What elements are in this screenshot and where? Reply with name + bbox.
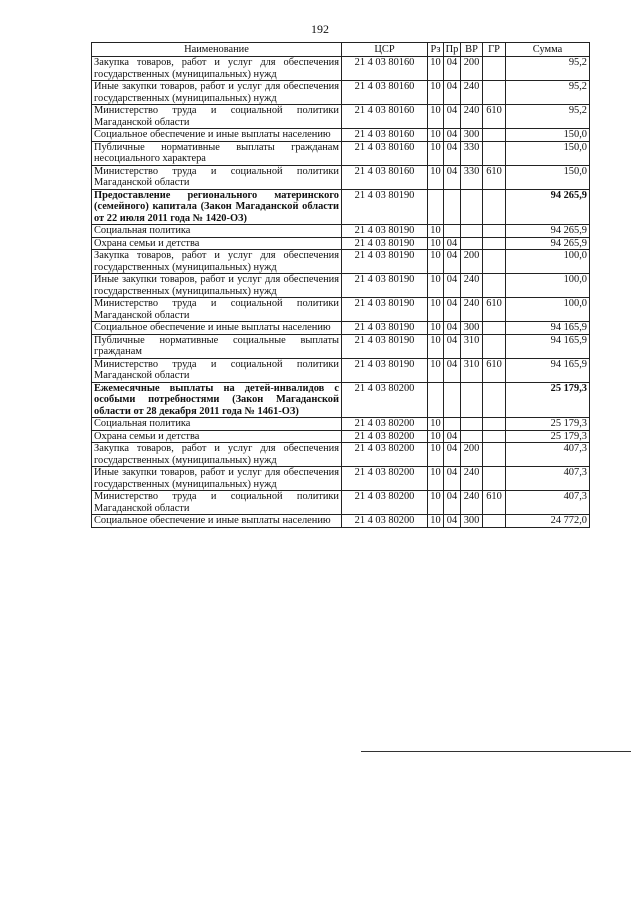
row-vr: 300: [461, 515, 483, 528]
row-name: Министерство труда и социальной политики Магаданской области: [92, 358, 342, 382]
row-gr: [483, 334, 506, 358]
row-sum: 94 265,9: [506, 237, 590, 250]
row-csr: 21 4 03 80160: [342, 141, 428, 165]
row-csr: 21 4 03 80190: [342, 189, 428, 225]
row-gr: 610: [483, 491, 506, 515]
row-csr: 21 4 03 80160: [342, 57, 428, 81]
row-sum: 150,0: [506, 141, 590, 165]
row-rz: 10: [428, 298, 444, 322]
row-name: Социальное обеспечение и иные выплаты населению: [92, 322, 342, 335]
row-csr: 21 4 03 80200: [342, 491, 428, 515]
row-vr: 200: [461, 443, 483, 467]
row-vr: 240: [461, 467, 483, 491]
row-name: Социальное обеспечение и иные выплаты населению: [92, 515, 342, 528]
row-name: Министерство труда и социальной политики Магаданской области: [92, 165, 342, 189]
row-name: Иные закупки товаров, работ и услуг для обеспечения государственных (муниципальных) нужд: [92, 274, 342, 298]
row-gr: [483, 322, 506, 335]
row-rz: [428, 382, 444, 418]
row-rz: 10: [428, 358, 444, 382]
row-rz: 10: [428, 467, 444, 491]
header-rz: Рз: [428, 43, 444, 57]
header-name: Наименование: [92, 43, 342, 57]
row-vr: [461, 418, 483, 431]
table-row: [92, 382, 590, 418]
row-rz: 10: [428, 129, 444, 142]
row-rz: 10: [428, 57, 444, 81]
row-csr: 21 4 03 80190: [342, 358, 428, 382]
row-vr: [461, 382, 483, 418]
row-rz: 10: [428, 105, 444, 129]
row-sum: 24 772,0: [506, 515, 590, 528]
row-csr: 21 4 03 80160: [342, 105, 428, 129]
table-row: [92, 298, 590, 322]
row-gr: [483, 382, 506, 418]
table-row: [92, 250, 590, 274]
row-sum: 25 179,3: [506, 382, 590, 418]
row-sum: 407,3: [506, 443, 590, 467]
row-csr: 21 4 03 80190: [342, 274, 428, 298]
row-vr: 310: [461, 334, 483, 358]
row-vr: 240: [461, 81, 483, 105]
row-rz: 10: [428, 418, 444, 431]
table-row: [92, 430, 590, 443]
row-rz: 10: [428, 491, 444, 515]
row-csr: 21 4 03 80190: [342, 225, 428, 238]
row-name: Закупка товаров, работ и услуг для обеспечения государственных (муниципальных) нужд: [92, 443, 342, 467]
row-pr: 04: [444, 334, 461, 358]
row-rz: 10: [428, 250, 444, 274]
row-pr: 04: [444, 250, 461, 274]
row-gr: [483, 225, 506, 238]
row-gr: [483, 189, 506, 225]
row-name: Предоставление регионального материнского (семейного) капитала (Закон Магаданской области от 22 июля 2011 года № 1420-ОЗ): [92, 189, 342, 225]
row-pr: 04: [444, 81, 461, 105]
table-row: [92, 189, 590, 225]
row-csr: 21 4 03 80200: [342, 443, 428, 467]
row-vr: 240: [461, 105, 483, 129]
table-row: [92, 57, 590, 81]
row-name: Иные закупки товаров, работ и услуг для обеспечения государственных (муниципальных) нужд: [92, 81, 342, 105]
row-gr: [483, 418, 506, 431]
row-name: Охрана семьи и детства: [92, 237, 342, 250]
row-pr: 04: [444, 515, 461, 528]
row-sum: 100,0: [506, 250, 590, 274]
row-gr: [483, 515, 506, 528]
header-gr: ГР: [483, 43, 506, 57]
row-sum: 150,0: [506, 165, 590, 189]
row-sum: 95,2: [506, 105, 590, 129]
row-csr: 21 4 03 80200: [342, 382, 428, 418]
row-name: Иные закупки товаров, работ и услуг для обеспечения государственных (муниципальных) нужд: [92, 467, 342, 491]
row-sum: 94 165,9: [506, 322, 590, 335]
row-pr: 04: [444, 141, 461, 165]
row-gr: [483, 81, 506, 105]
row-name: Закупка товаров, работ и услуг для обеспечения государственных (муниципальных) нужд: [92, 250, 342, 274]
row-pr: 04: [444, 237, 461, 250]
row-pr: 04: [444, 491, 461, 515]
table-row: [92, 129, 590, 142]
row-csr: 21 4 03 80190: [342, 322, 428, 335]
row-pr: 04: [444, 358, 461, 382]
row-csr: 21 4 03 80200: [342, 418, 428, 431]
row-vr: 330: [461, 141, 483, 165]
table-row: [92, 225, 590, 238]
row-sum: 95,2: [506, 81, 590, 105]
row-pr: 04: [444, 57, 461, 81]
table-row: [92, 141, 590, 165]
row-name: Министерство труда и социальной политики Магаданской области: [92, 491, 342, 515]
row-rz: 10: [428, 225, 444, 238]
row-vr: 310: [461, 358, 483, 382]
row-pr: 04: [444, 165, 461, 189]
row-csr: 21 4 03 80200: [342, 515, 428, 528]
row-vr: [461, 225, 483, 238]
row-vr: [461, 430, 483, 443]
row-sum: 94 165,9: [506, 358, 590, 382]
page-number: 192: [311, 22, 329, 36]
row-csr: 21 4 03 80160: [342, 81, 428, 105]
table-row: [92, 322, 590, 335]
row-name: Публичные нормативные выплаты гражданам несоциального характера: [92, 141, 342, 165]
row-gr: [483, 250, 506, 274]
table-row: [92, 418, 590, 431]
row-pr: 04: [444, 298, 461, 322]
row-sum: 94 265,9: [506, 225, 590, 238]
row-name: Публичные нормативные социальные выплаты гражданам: [92, 334, 342, 358]
row-vr: 300: [461, 129, 483, 142]
row-vr: 330: [461, 165, 483, 189]
row-rz: 10: [428, 165, 444, 189]
row-pr: 04: [444, 467, 461, 491]
row-sum: 25 179,3: [506, 430, 590, 443]
row-pr: [444, 189, 461, 225]
row-pr: 04: [444, 322, 461, 335]
header-vr: ВР: [461, 43, 483, 57]
row-gr: [483, 141, 506, 165]
row-gr: 610: [483, 165, 506, 189]
row-name: Охрана семьи и детства: [92, 430, 342, 443]
table-header-row: [92, 43, 590, 57]
row-sum: 150,0: [506, 129, 590, 142]
table-row: [92, 165, 590, 189]
row-pr: [444, 382, 461, 418]
row-name: Социальное обеспечение и иные выплаты населению: [92, 129, 342, 142]
table-row: [92, 105, 590, 129]
row-sum: 100,0: [506, 274, 590, 298]
row-pr: 04: [444, 430, 461, 443]
row-sum: 94 165,9: [506, 334, 590, 358]
row-rz: 10: [428, 237, 444, 250]
row-gr: [483, 430, 506, 443]
row-rz: 10: [428, 274, 444, 298]
row-pr: [444, 225, 461, 238]
row-rz: 10: [428, 515, 444, 528]
row-vr: [461, 189, 483, 225]
budget-table: [91, 42, 590, 528]
row-rz: 10: [428, 81, 444, 105]
row-rz: 10: [428, 334, 444, 358]
table-row: [92, 491, 590, 515]
row-sum: 100,0: [506, 298, 590, 322]
row-gr: [483, 467, 506, 491]
header-sum: Сумма: [506, 43, 590, 57]
table-row: [92, 274, 590, 298]
row-sum: 25 179,3: [506, 418, 590, 431]
row-gr: 610: [483, 298, 506, 322]
table-row: [92, 358, 590, 382]
row-vr: 200: [461, 250, 483, 274]
row-name: Социальная политика: [92, 418, 342, 431]
table-body: [92, 57, 590, 528]
row-gr: [483, 129, 506, 142]
table-row: [92, 334, 590, 358]
row-pr: [444, 418, 461, 431]
bottom-rule: [361, 751, 631, 752]
row-vr: 240: [461, 298, 483, 322]
row-name: Закупка товаров, работ и услуг для обеспечения государственных (муниципальных) нужд: [92, 57, 342, 81]
header-pr: Пр: [444, 43, 461, 57]
row-csr: 21 4 03 80160: [342, 129, 428, 142]
row-gr: [483, 237, 506, 250]
row-gr: [483, 443, 506, 467]
row-sum: 407,3: [506, 491, 590, 515]
row-csr: 21 4 03 80160: [342, 165, 428, 189]
row-vr: 240: [461, 274, 483, 298]
row-csr: 21 4 03 80200: [342, 467, 428, 491]
row-vr: 200: [461, 57, 483, 81]
row-csr: 21 4 03 80200: [342, 430, 428, 443]
row-pr: 04: [444, 443, 461, 467]
row-sum: 94 265,9: [506, 189, 590, 225]
row-vr: 300: [461, 322, 483, 335]
row-gr: [483, 274, 506, 298]
row-pr: 04: [444, 129, 461, 142]
row-csr: 21 4 03 80190: [342, 298, 428, 322]
row-rz: 10: [428, 430, 444, 443]
row-vr: 240: [461, 491, 483, 515]
row-rz: 10: [428, 141, 444, 165]
row-vr: [461, 237, 483, 250]
row-pr: 04: [444, 274, 461, 298]
header-csr: ЦСР: [342, 43, 428, 57]
table-row: [92, 237, 590, 250]
row-csr: 21 4 03 80190: [342, 237, 428, 250]
row-gr: 610: [483, 358, 506, 382]
row-gr: [483, 57, 506, 81]
row-sum: 95,2: [506, 57, 590, 81]
table-row: [92, 467, 590, 491]
table-row: [92, 443, 590, 467]
row-sum: 407,3: [506, 467, 590, 491]
row-name: Министерство труда и социальной политики Магаданской области: [92, 298, 342, 322]
row-pr: 04: [444, 105, 461, 129]
row-rz: [428, 189, 444, 225]
row-name: Социальная политика: [92, 225, 342, 238]
row-name: Ежемесячные выплаты на детей-инвалидов с особыми потребностями (Закон Магаданской области от 28 декабря 2011 года № 1461-ОЗ): [92, 382, 342, 418]
row-name: Министерство труда и социальной политики Магаданской области: [92, 105, 342, 129]
table-row: [92, 81, 590, 105]
row-csr: 21 4 03 80190: [342, 334, 428, 358]
row-rz: 10: [428, 443, 444, 467]
table-row: [92, 515, 590, 528]
row-gr: 610: [483, 105, 506, 129]
row-rz: 10: [428, 322, 444, 335]
row-csr: 21 4 03 80190: [342, 250, 428, 274]
